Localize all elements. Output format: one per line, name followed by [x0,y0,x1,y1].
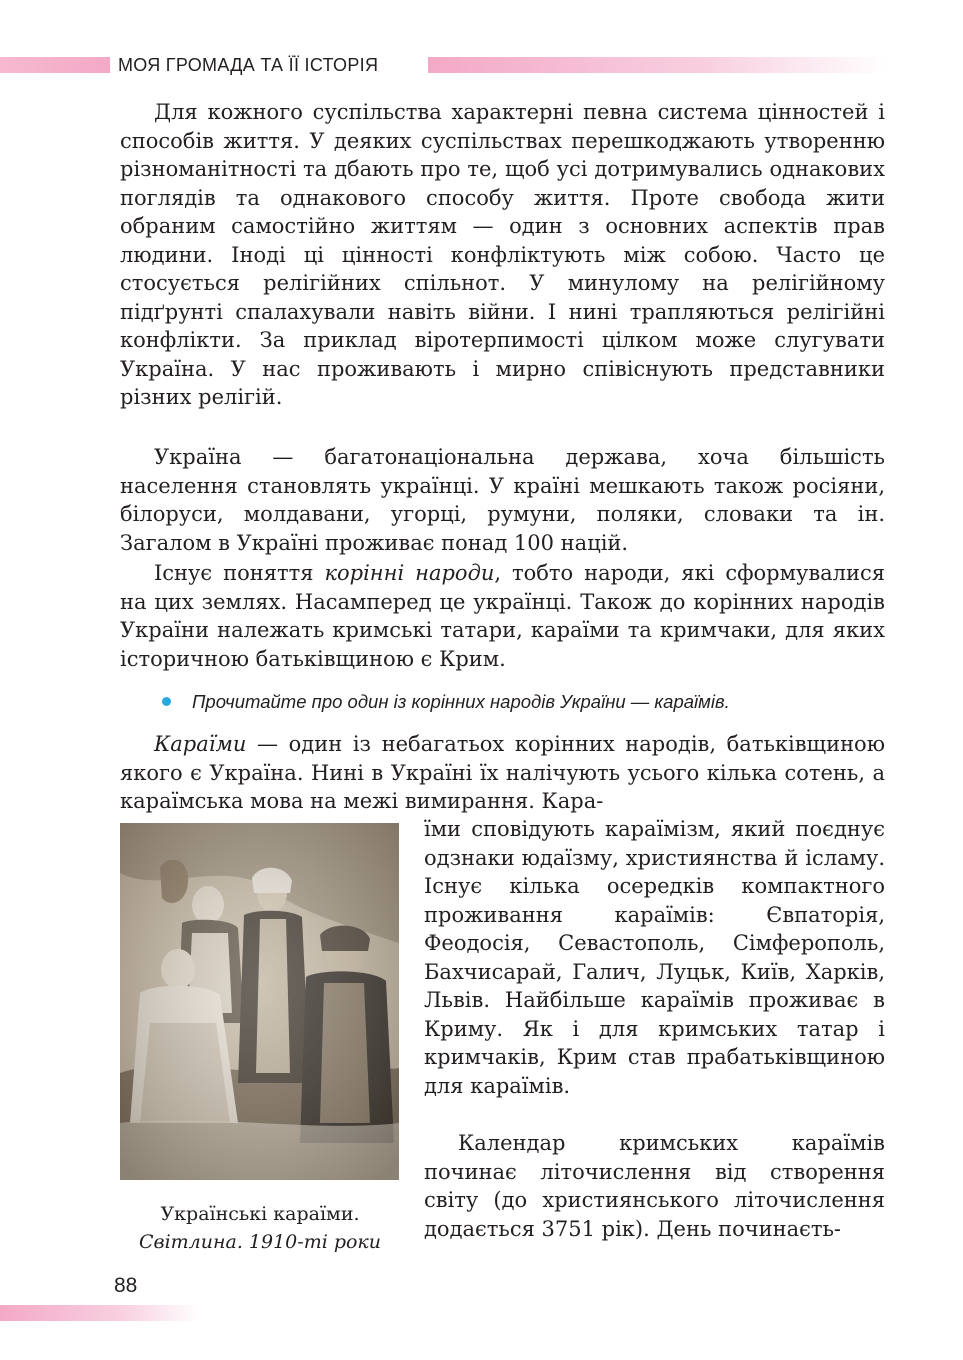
paragraph-values: Для кожного суспільства характерні певна система цінностей і способів життя. У деяких суспільствах перешкоджають утворенню різноманітності та дбають про те, щоб усі дотримувались однакових поглядів та однакового способу життя. Проте свобода жити обраним самостійно життям — один з основних аспектів прав людини. Іноді ці цінності конфліктують між собою. Часто це стосується релігійних спільнот. У минулому на релігійному підґрунті спалахували навіть війни. І нині трапляються релігійні конфлікти. За приклад віротерпимості цілком може слугувати Україна. У нас проживають і мирно співіснують представники різних релігій. [120,100,885,409]
caption-title: Українські караїми. [160,1203,360,1225]
paragraph-karaite-calendar: Календар кримських караїмів починає літочислення від створення світу (до християнського літочислення додається 3751 рік). День починаєть- [424,1131,885,1241]
task-text: Прочитайте про один із корінних народів України — караїмів. [192,691,730,712]
term-indigenous-peoples: корінні народи [324,561,495,585]
p3-text-start: Існує поняття [154,561,325,585]
term-karaites: Караїми [154,732,247,756]
karaites-photo [120,823,399,1180]
paragraph-karaites-religion: їми сповідують караїмізм, який поєднує одзнаки юдаїзму, християнства й ісламу. Існує кілька осередків компактного проживання караїмів: Євпаторія, Феодосія, Севастополь, Сімферополь, Бахчисарай, Галич, Луцьк, Київ, Харків, Львів. Найбільше караїмів проживає в Криму. Як і для кримських татар і кримчаків, Крим став прабатьківщиною для караїмів. [424,817,885,1098]
section-title: МОЯ ГРОМАДА ТА ЇЇ ІСТОРІЯ [118,55,379,75]
p3-text-end: , тобто народи, які сформувалися на цих землях. Насамперед це українці. Також до корінних народів України належать кримські татари, караїми та кримчаки, для яких історичною батьківщиною є Крим. [120,561,886,671]
footer-decor [0,1305,200,1321]
page-number: 88 [114,1274,138,1297]
header-decor-right [428,57,888,73]
p5-text: — один із небагатьох корінних народів, батьківщиною якого є Україна. Нині в Україні їх налічують усього кілька сотень, а караїмська мова на межі вимирання. Кара- [120,732,885,813]
photo-illustration [120,823,399,1180]
paragraph-indigenous [120,559,885,673]
paragraph-karaites-intro [120,730,885,816]
bullet-icon [162,697,171,706]
photo-caption [110,1200,410,1256]
caption-source: Світлина. 1910-ті роки [138,1231,382,1253]
reading-task [162,689,882,715]
header-decor-left [0,57,110,73]
paragraph-multinational: Україна — багатонаціональна держава, хоча більшість населення становлять українці. У країні мешкають також росіяни, білоруси, молдавани, угорці, румуни, поляки, словаки та ін. Загалом в Україні проживає понад 100 націй. [120,445,885,555]
